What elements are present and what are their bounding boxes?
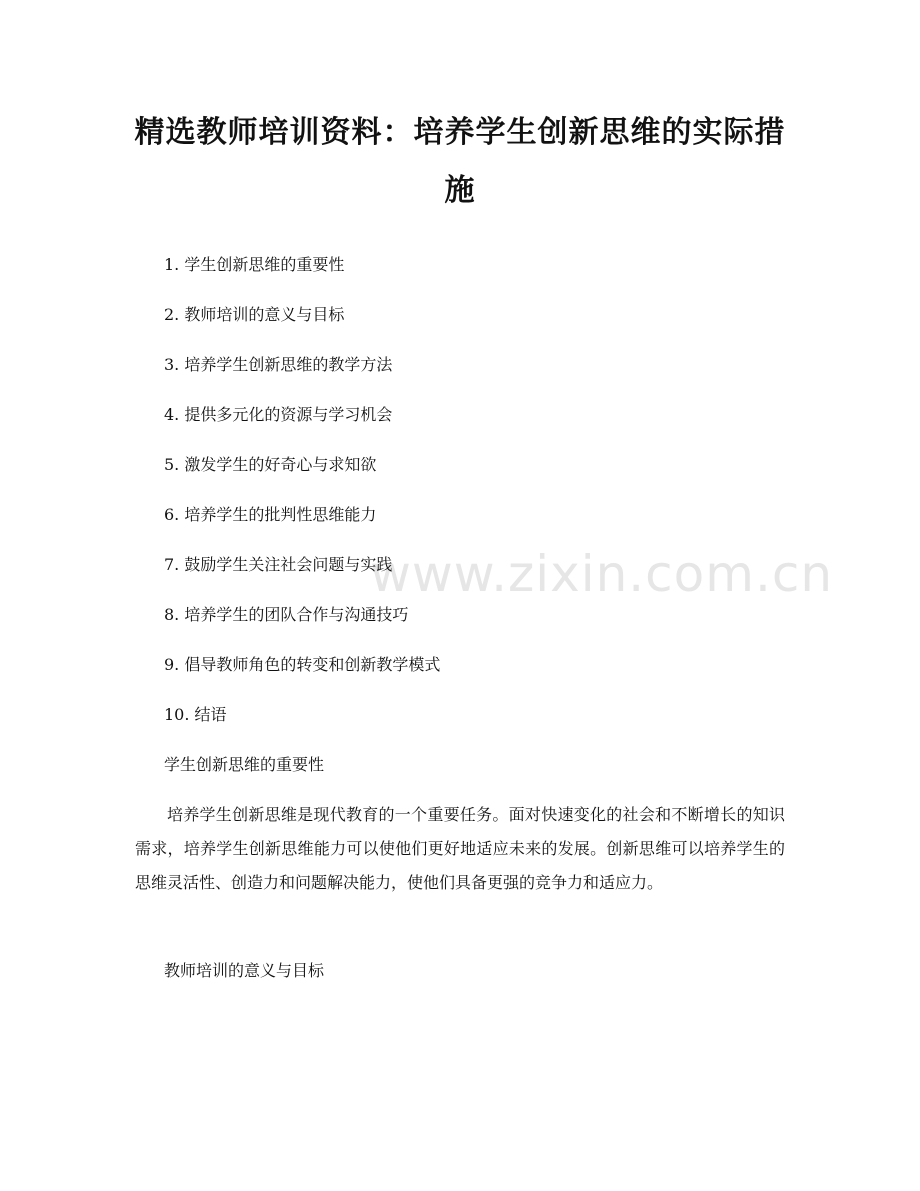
section-heading: 教师培训的意义与目标 bbox=[164, 961, 325, 980]
toc-item: 2. 教师培训的意义与目标 bbox=[164, 305, 345, 324]
toc-item: 5. 激发学生的好奇心与求知欲 bbox=[164, 455, 377, 474]
watermark: www.zixin.com.cn bbox=[370, 545, 834, 603]
toc-item: 7. 鼓励学生关注社会问题与实践 bbox=[164, 555, 393, 574]
toc-item: 6. 培养学生的批判性思维能力 bbox=[164, 505, 377, 524]
body-paragraph: 培养学生创新思维是现代教育的一个重要任务。面对快速变化的社会和不断增长的知识需求，培养学生创新思维能力可以使他们更好地适应未来的发展。创新思维可以培养学生的思维灵活性、创造力和问题解决能力，使他们具备更强的竞争力和适应力。 bbox=[135, 805, 785, 892]
toc-item: 1. 学生创新思维的重要性 bbox=[164, 255, 345, 274]
toc-item: 9. 倡导教师角色的转变和创新教学模式 bbox=[164, 655, 441, 674]
toc-item: 10. 结语 bbox=[164, 705, 227, 724]
toc-item: 4. 提供多元化的资源与学习机会 bbox=[164, 405, 393, 424]
toc-item: 3. 培养学生创新思维的教学方法 bbox=[164, 355, 393, 374]
document-title: 精选教师培训资料：培养学生创新思维的实际措施 bbox=[134, 115, 786, 208]
toc-item: 8. 培养学生的团队合作与沟通技巧 bbox=[164, 605, 409, 624]
section-heading: 学生创新思维的重要性 bbox=[164, 755, 325, 774]
table-of-contents bbox=[164, 250, 784, 750]
